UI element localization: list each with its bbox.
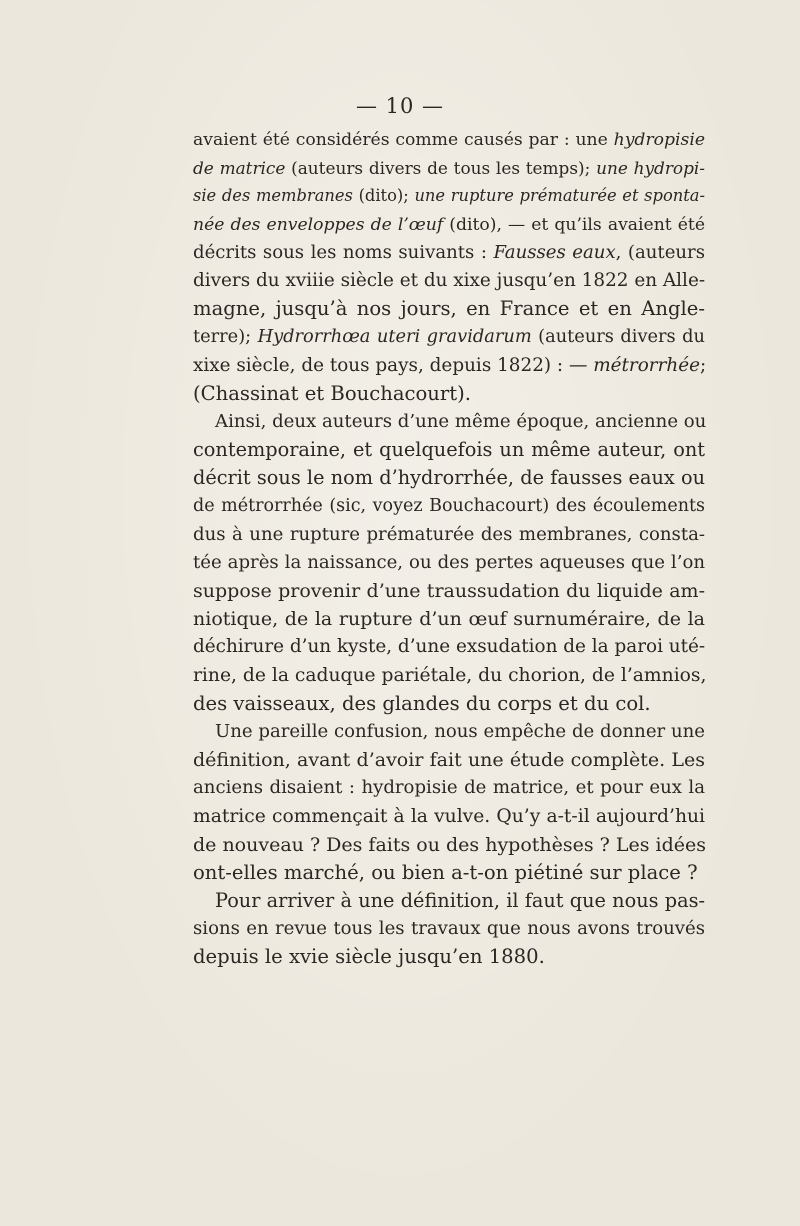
text-line: définition, avant d’avoir fait une étude complète. Les	[193, 749, 705, 772]
text-fragment: décrits sous les noms suivants :	[193, 241, 494, 263]
text-line: contemporaine, et quelquefois un même auteur, ont	[193, 438, 705, 462]
text-line: suppose provenir d’une traussudation du liquide am-	[193, 580, 705, 602]
text-fragment: xixe siècle, de tous pays, depuis 1822) : —	[193, 354, 594, 376]
text-line: dus à une rupture prématurée des membranes, consta-	[193, 523, 705, 545]
text-fragment: (dito);	[352, 186, 415, 206]
text-line: de nouveau ? Des faits ou des hypothèses ? Les idées	[193, 833, 707, 856]
text-fragment: (auteurs divers du	[531, 326, 705, 348]
italic-term: une hydropi-	[596, 158, 705, 179]
text-line: matrice commençait à la vulve. Qu’y a-t-il aujourd’hui	[193, 805, 705, 827]
text-line: rine, de la caduque pariétale, du chorion, de l’amnios,	[193, 664, 707, 686]
text-line: anciens disaient : hydropisie de matrice, et pour eux la	[193, 777, 705, 799]
italic-term: Hydrorrhœa uteri gravidarum	[257, 326, 532, 348]
text-fragment: terre);	[193, 326, 258, 348]
italic-term: de matrice	[193, 158, 286, 179]
text-line	[193, 211, 705, 239]
text-fragment: avaient été considérés comme causés par : une	[193, 130, 614, 150]
text-line: niotique, de la rupture d’un œuf surnuméraire, de la	[193, 608, 705, 631]
text-line	[193, 239, 705, 267]
text-line: déchirure d’un kyste, d’une exsudation de la paroi uté-	[193, 636, 706, 658]
italic-term: une rupture prématurée et sponta-	[414, 186, 705, 206]
text-line: depuis le xvie siècle jusqu’en 1880.	[193, 945, 545, 969]
italic-term: sie des membranes	[193, 186, 353, 206]
text-line	[193, 154, 705, 182]
text-fragment: (auteurs divers de tous les temps);	[285, 158, 597, 179]
text-line: Une pareille confusion, nous empêche de donner une	[215, 720, 705, 742]
italic-term: métrorrhée	[593, 354, 700, 376]
text-line: décrit sous le nom d’hydrorrhée, de fausses eaux ou	[193, 466, 705, 490]
text-fragment: (dito), — et qu’ils avaient été	[443, 214, 705, 235]
text-fragment: ;	[699, 354, 707, 376]
text-line: des vaisseaux, des glandes du corps et du col.	[193, 691, 651, 715]
text-line: magne, jusqu’à nos jours, en France et en Angle-	[193, 297, 705, 321]
text-line	[193, 126, 705, 154]
text-line	[193, 352, 705, 380]
text-line: (Chassinat et Bouchacourt).	[193, 381, 472, 405]
text-line	[193, 323, 705, 351]
italic-term: hydropisie	[613, 130, 705, 150]
text-fragment: , (auteurs	[615, 241, 705, 263]
text-line: de métrorrhée (sic, voyez Bouchacourt) des écoulements	[193, 496, 705, 517]
text-line: divers du xviiie siècle et du xixe jusqu’en 1822 en Alle-	[193, 269, 706, 291]
italic-term: Fausses eaux	[493, 241, 616, 263]
italic-term: née des enveloppes de l’œuf	[193, 214, 444, 235]
page-number: — 10 —	[355, 94, 445, 118]
body-text	[193, 126, 705, 972]
text-line	[193, 182, 705, 210]
text-line: tée après la naissance, ou des pertes aqueuses que l’on	[193, 551, 705, 573]
text-line: sions en revue tous les travaux que nous avons trouvés	[193, 918, 705, 940]
text-line: Pour arriver à une définition, il faut que nous pas-	[215, 889, 705, 913]
text-line: ont-elles marché, ou bien a-t-on piétiné sur place ?	[193, 860, 698, 884]
text-line: Ainsi, deux auteurs d’une même époque, ancienne ou	[215, 410, 707, 432]
